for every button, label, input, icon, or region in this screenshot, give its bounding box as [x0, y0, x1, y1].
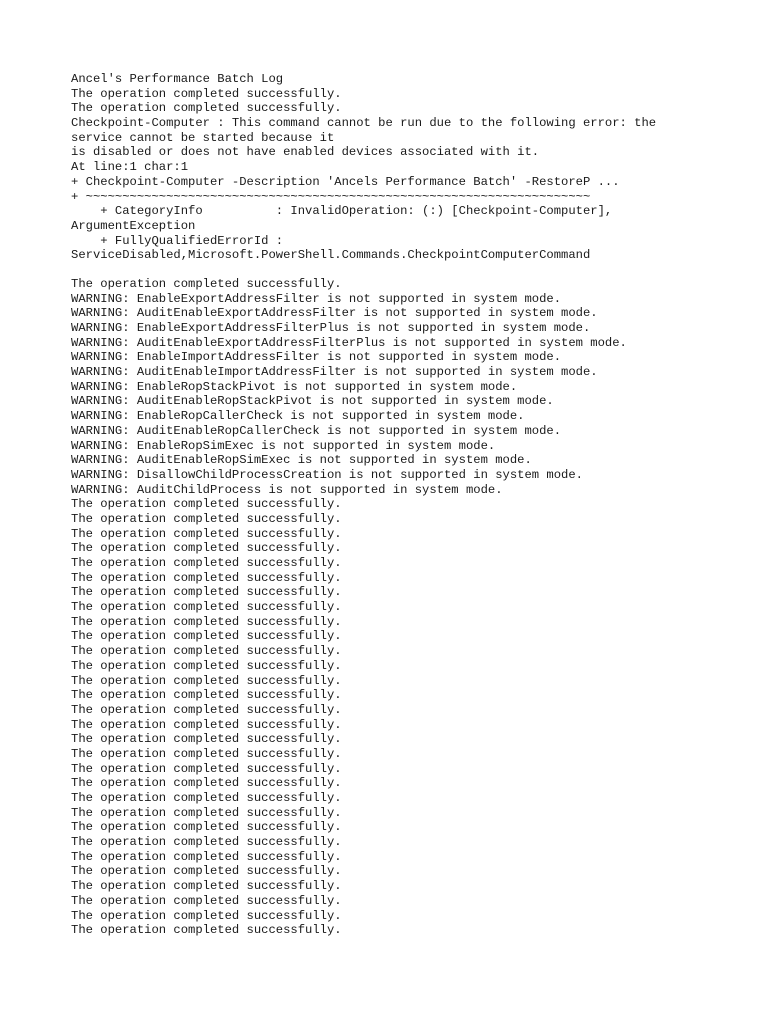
success-line: The operation completed successfully.: [71, 776, 342, 791]
error-line: + Checkpoint-Computer -Description 'Ancels Performance Batch' -RestoreP ...: [71, 174, 620, 189]
success-line: The operation completed successfully.: [71, 600, 342, 615]
error-line: service cannot be started because it: [71, 130, 335, 145]
success-line: The operation completed successfully.: [71, 908, 342, 923]
success-line: The operation completed successfully.: [71, 526, 342, 541]
log-document: [71, 72, 721, 938]
success-line: The operation completed successfully.: [71, 276, 342, 291]
success-line: The operation completed successfully.: [71, 923, 342, 938]
error-line: ArgumentException: [71, 218, 196, 233]
success-line: The operation completed successfully.: [71, 879, 342, 894]
success-line: The operation completed successfully.: [71, 893, 342, 908]
success-line: The operation completed successfully.: [71, 511, 342, 526]
success-line: The operation completed successfully.: [71, 497, 342, 512]
error-line: Checkpoint-Computer : This command cannot be run due to the following error: the: [71, 116, 657, 131]
warning-line: WARNING: EnableImportAddressFilter is not supported in system mode.: [71, 350, 562, 365]
warning-line: WARNING: AuditEnableImportAddressFilter is not supported in system mode.: [71, 365, 598, 380]
success-line: The operation completed successfully.: [71, 746, 342, 761]
success-line: The operation completed successfully.: [71, 702, 342, 717]
success-line: The operation completed successfully.: [71, 688, 342, 703]
success-line: The operation completed successfully.: [71, 820, 342, 835]
success-line: The operation completed successfully.: [71, 835, 342, 850]
success-line: The operation completed successfully.: [71, 101, 342, 116]
success-line: The operation completed successfully.: [71, 86, 342, 101]
error-line: At line:1 char:1: [71, 160, 189, 175]
warning-line: WARNING: EnableExportAddressFilter is not supported in system mode.: [71, 291, 562, 306]
warning-line: WARNING: AuditEnableRopCallerCheck is not supported in system mode.: [71, 423, 562, 438]
success-line: The operation completed successfully.: [71, 717, 342, 732]
error-line: + ~~~~~~~~~~~~~~~~~~~~~~~~~~~~~~~~~~~~~~~~~~~~~~~~~~~~~~~~~~~~~~~~~~~~~: [71, 189, 591, 204]
warning-line: WARNING: AuditChildProcess is not supported in system mode.: [71, 482, 503, 497]
success-line: The operation completed successfully.: [71, 570, 342, 585]
success-line: The operation completed successfully.: [71, 658, 342, 673]
warning-line: WARNING: EnableRopStackPivot is not supported in system mode.: [71, 379, 518, 394]
success-line: The operation completed successfully.: [71, 673, 342, 688]
success-line: The operation completed successfully.: [71, 805, 342, 820]
warning-line: WARNING: EnableRopCallerCheck is not supported in system mode.: [71, 409, 525, 424]
success-line: The operation completed successfully.: [71, 629, 342, 644]
warning-line: WARNING: EnableExportAddressFilterPlus is not supported in system mode.: [71, 321, 591, 335]
success-line: The operation completed successfully.: [71, 541, 342, 556]
success-line: The operation completed successfully.: [71, 791, 342, 805]
warning-line: WARNING: AuditEnableRopStackPivot is not supported in system mode.: [71, 394, 554, 409]
error-line: + FullyQualifiedErrorId :: [71, 233, 284, 248]
success-line: The operation completed successfully.: [71, 849, 342, 864]
warning-line: WARNING: AuditEnableExportAddressFilterPlus is not supported in system mode.: [71, 335, 627, 350]
success-line: The operation completed successfully.: [71, 864, 342, 879]
log-title: Ancel's Performance Batch Log: [71, 72, 284, 86]
error-line: ServiceDisabled,Microsoft.PowerShell.Commands.CheckpointComputerCommand: [71, 248, 591, 263]
warning-line: WARNING: EnableRopSimExec is not supported in system mode.: [71, 438, 496, 453]
success-line: The operation completed successfully.: [71, 732, 342, 747]
error-line: + CategoryInfo : InvalidOperation: (:) [Checkpoint-Computer],: [71, 204, 613, 219]
success-line: The operation completed successfully.: [71, 644, 342, 659]
warning-line: WARNING: AuditEnableRopSimExec is not supported in system mode.: [71, 453, 532, 468]
success-line: The operation completed successfully.: [71, 585, 342, 600]
warning-line: WARNING: AuditEnableExportAddressFilter is not supported in system mode.: [71, 306, 598, 321]
error-line: is disabled or does not have enabled devices associated with it.: [71, 145, 540, 160]
success-line: The operation completed successfully.: [71, 614, 342, 629]
success-line: The operation completed successfully.: [71, 761, 342, 776]
success-line: The operation completed successfully.: [71, 556, 342, 570]
warning-line: WARNING: DisallowChildProcessCreation is not supported in system mode.: [71, 467, 583, 482]
blank-line: [71, 263, 721, 277]
